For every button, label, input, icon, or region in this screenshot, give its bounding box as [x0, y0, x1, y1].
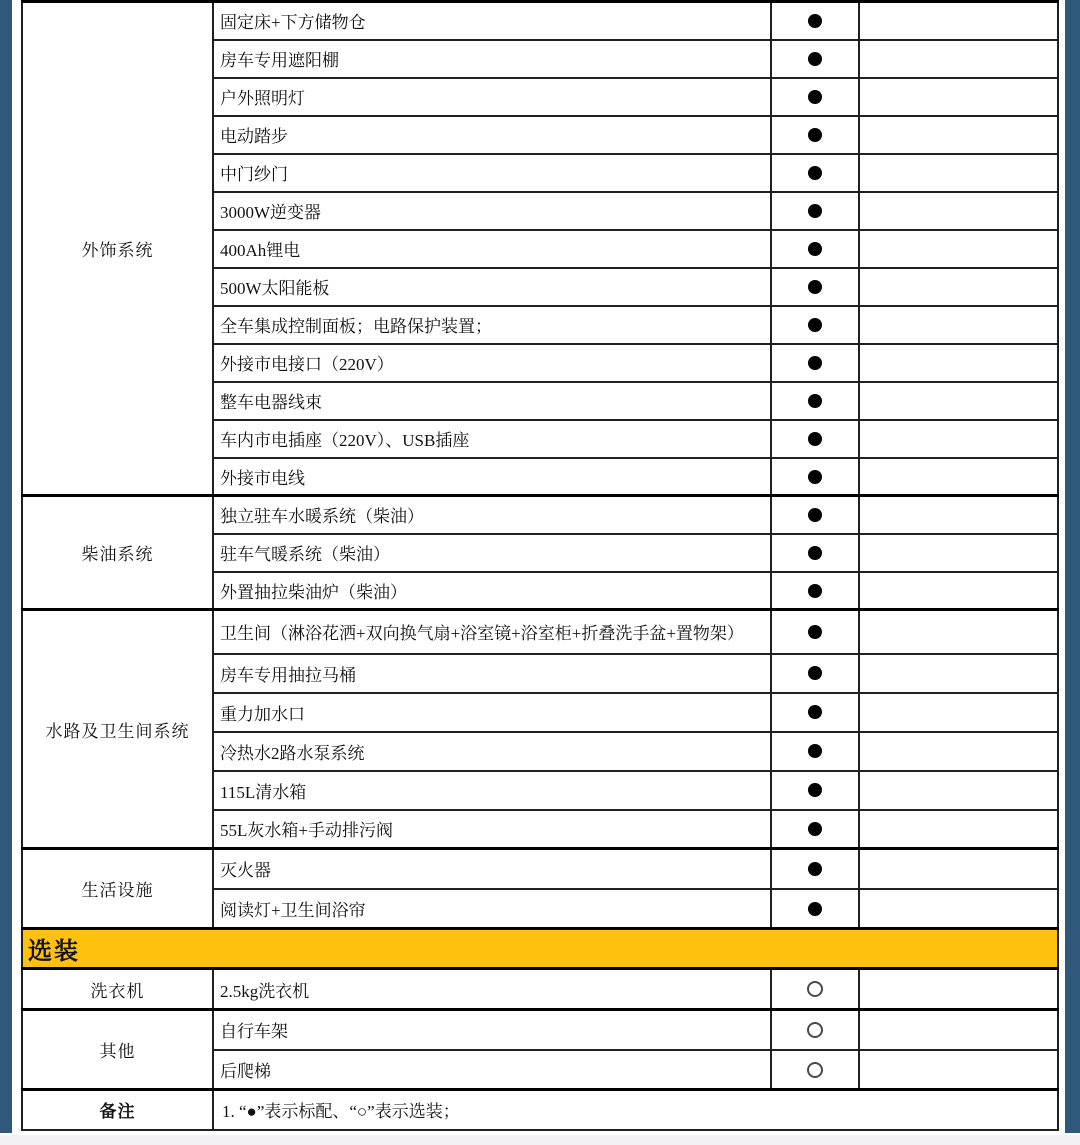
left-page-edge-bar: [0, 0, 12, 1133]
item-cell: 电动踏步: [213, 116, 771, 154]
marker-cell: [771, 2, 859, 40]
empty-cell: [859, 693, 1058, 732]
empty-cell: [859, 116, 1058, 154]
optional-marker-icon: [807, 1022, 823, 1038]
item-cell: 中门纱门: [213, 154, 771, 192]
marker-cell: [771, 771, 859, 810]
empty-cell: [859, 344, 1058, 382]
empty-cell: [859, 2, 1058, 40]
standard-marker-icon: [808, 546, 822, 560]
standard-marker-icon: [808, 280, 822, 294]
marker-cell: [771, 116, 859, 154]
marker-cell: [771, 534, 859, 572]
table-row: [22, 2, 1058, 40]
empty-cell: [859, 268, 1058, 306]
category-cell: 柴油系统: [22, 496, 213, 610]
empty-cell: [859, 610, 1058, 654]
item-cell: 阅读灯+卫生间浴帘: [213, 889, 771, 929]
empty-cell: [859, 1010, 1058, 1050]
item-cell: 房车专用抽拉马桶: [213, 654, 771, 693]
empty-cell: [859, 732, 1058, 771]
marker-cell: [771, 344, 859, 382]
empty-cell: [859, 534, 1058, 572]
table-row: [22, 929, 1058, 969]
empty-cell: [859, 382, 1058, 420]
empty-cell: [859, 40, 1058, 78]
item-cell: 115L清水箱: [213, 771, 771, 810]
marker-cell: [771, 969, 859, 1010]
empty-cell: [859, 969, 1058, 1010]
marker-cell: [771, 230, 859, 268]
note-text-cell: 1. “●”表示标配、“○”表示选装；: [213, 1090, 1058, 1130]
standard-marker-icon: [808, 90, 822, 104]
table-row: [22, 969, 1058, 1010]
table-row: [22, 1090, 1058, 1130]
standard-marker-icon: [808, 356, 822, 370]
item-cell: 2.5kg洗衣机: [213, 969, 771, 1010]
optional-band-header: 选装: [22, 929, 1058, 969]
marker-cell: [771, 732, 859, 771]
item-cell: 外接市电接口（220V）: [213, 344, 771, 382]
category-cell: 外饰系统: [22, 2, 213, 496]
marker-cell: [771, 572, 859, 610]
optional-marker-icon: [807, 1062, 823, 1078]
item-cell: 房车专用遮阳棚: [213, 40, 771, 78]
empty-cell: [859, 306, 1058, 344]
standard-marker-icon: [808, 584, 822, 598]
marker-cell: [771, 268, 859, 306]
empty-cell: [859, 496, 1058, 534]
empty-cell: [859, 654, 1058, 693]
category-cell: 生活设施: [22, 849, 213, 929]
category-cell: 水路及卫生间系统: [22, 610, 213, 849]
item-cell: 55L灰水箱+手动排污阀: [213, 810, 771, 849]
marker-cell: [771, 154, 859, 192]
marker-cell: [771, 496, 859, 534]
empty-cell: [859, 889, 1058, 929]
standard-marker-icon: [808, 902, 822, 916]
marker-cell: [771, 1010, 859, 1050]
empty-cell: [859, 849, 1058, 889]
marker-cell: [771, 889, 859, 929]
spec-table-body: [22, 2, 1058, 1130]
standard-marker-icon: [808, 166, 822, 180]
empty-cell: [859, 78, 1058, 116]
standard-marker-icon: [808, 52, 822, 66]
item-cell: 400Ah锂电: [213, 230, 771, 268]
standard-marker-icon: [808, 625, 822, 639]
standard-marker-icon: [808, 318, 822, 332]
item-cell: 自行车架: [213, 1010, 771, 1050]
category-cell: 洗衣机: [22, 969, 213, 1010]
standard-marker-icon: [808, 128, 822, 142]
bottom-strip: [0, 1135, 1080, 1145]
standard-marker-icon: [808, 666, 822, 680]
item-cell: 户外照明灯: [213, 78, 771, 116]
standard-marker-icon: [808, 470, 822, 484]
optional-marker-icon: [807, 981, 823, 997]
table-row: [22, 1010, 1058, 1050]
table-row: [22, 849, 1058, 889]
item-cell: 灭火器: [213, 849, 771, 889]
standard-marker-icon: [808, 242, 822, 256]
marker-cell: [771, 810, 859, 849]
empty-cell: [859, 192, 1058, 230]
spec-table: [21, 0, 1059, 1131]
standard-marker-icon: [808, 822, 822, 836]
empty-cell: [859, 572, 1058, 610]
item-cell: 驻车气暖系统（柴油）: [213, 534, 771, 572]
marker-cell: [771, 610, 859, 654]
item-cell: 后爬梯: [213, 1050, 771, 1090]
marker-cell: [771, 1050, 859, 1090]
marker-cell: [771, 382, 859, 420]
table-row: [22, 496, 1058, 534]
empty-cell: [859, 771, 1058, 810]
item-cell: 外置抽拉柴油炉（柴油）: [213, 572, 771, 610]
table-row: [22, 610, 1058, 654]
marker-cell: [771, 192, 859, 230]
standard-marker-icon: [808, 14, 822, 28]
item-cell: 整车电器线束: [213, 382, 771, 420]
standard-marker-icon: [808, 432, 822, 446]
marker-cell: [771, 420, 859, 458]
note-category-cell: 备注: [22, 1090, 213, 1130]
marker-cell: [771, 458, 859, 496]
standard-marker-icon: [808, 744, 822, 758]
item-cell: 重力加水口: [213, 693, 771, 732]
empty-cell: [859, 810, 1058, 849]
marker-cell: [771, 654, 859, 693]
standard-marker-icon: [808, 783, 822, 797]
standard-marker-icon: [808, 394, 822, 408]
item-cell: 外接市电线: [213, 458, 771, 496]
empty-cell: [859, 458, 1058, 496]
marker-cell: [771, 849, 859, 889]
item-cell: 卫生间（淋浴花洒+双向换气扇+浴室镜+浴室柜+折叠洗手盆+置物架）: [213, 610, 771, 654]
item-cell: 独立驻车水暖系统（柴油）: [213, 496, 771, 534]
item-cell: 冷热水2路水泵系统: [213, 732, 771, 771]
item-cell: 全车集成控制面板；电路保护装置；: [213, 306, 771, 344]
marker-cell: [771, 78, 859, 116]
standard-marker-icon: [808, 508, 822, 522]
marker-cell: [771, 40, 859, 78]
item-cell: 3000W逆变器: [213, 192, 771, 230]
marker-cell: [771, 693, 859, 732]
item-cell: 500W太阳能板: [213, 268, 771, 306]
item-cell: 固定床+下方储物仓: [213, 2, 771, 40]
empty-cell: [859, 420, 1058, 458]
category-cell: 其他: [22, 1010, 213, 1090]
standard-marker-icon: [808, 705, 822, 719]
item-cell: 车内市电插座（220V）、USB插座: [213, 420, 771, 458]
standard-marker-icon: [808, 862, 822, 876]
standard-marker-icon: [808, 204, 822, 218]
marker-cell: [771, 306, 859, 344]
empty-cell: [859, 230, 1058, 268]
empty-cell: [859, 154, 1058, 192]
empty-cell: [859, 1050, 1058, 1090]
right-page-edge-bar: [1065, 0, 1080, 1133]
